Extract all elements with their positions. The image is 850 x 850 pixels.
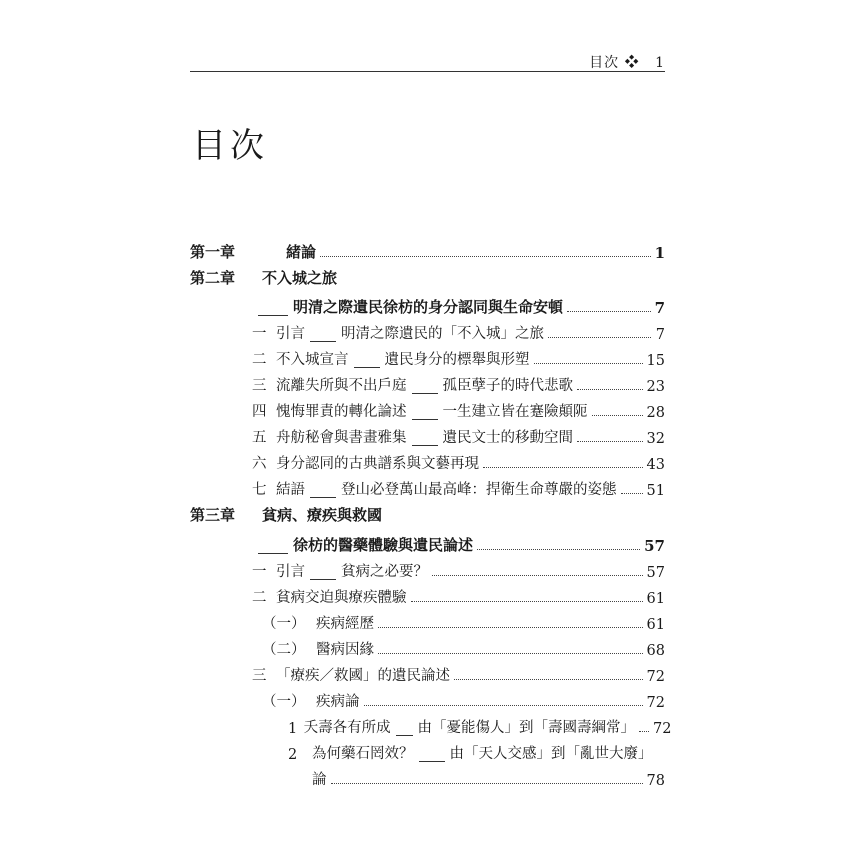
toc-entry-page-number: 7 [654, 299, 665, 317]
toc-entry [190, 262, 665, 288]
toc-entry-page-number: 28 [646, 405, 665, 421]
toc-entry-number: 四 [252, 404, 267, 420]
toc-entry-subtitle: 由「天人交感」到「亂世大廢」 [449, 746, 653, 762]
toc-entry-page-number: 51 [646, 483, 665, 499]
dot-leader [534, 363, 643, 364]
toc-entry [190, 555, 665, 581]
toc-entry-number: （二） [262, 642, 306, 658]
em-dash-rule [419, 761, 445, 762]
toc-entry [190, 473, 665, 499]
toc-entry-number: 一 [252, 564, 267, 580]
toc-entry-title: 引言 [276, 326, 305, 342]
toc-entry [190, 447, 665, 473]
toc-entry-subtitle: 貧病之必要？ [341, 564, 428, 580]
toc-entry-page-number: 72 [646, 695, 665, 711]
toc-entry-title: 不入城宣言 [276, 352, 349, 368]
toc-entry-subtitle: 一生建立皆在蹇險顛阨 [442, 404, 588, 420]
dot-leader [378, 653, 643, 654]
dot-leader [378, 627, 643, 628]
toc-entry-subtitle: 明清之際遺民的「不入城」之旅 [341, 326, 544, 342]
toc-entry-title: 愧悔罪責的轉化論述 [276, 404, 407, 420]
em-dash-rule [310, 341, 336, 342]
toc-entry-page-number: 57 [646, 565, 665, 581]
dot-leader [454, 679, 643, 680]
dot-leader [548, 337, 651, 338]
toc-entry-number: （一） [262, 616, 306, 632]
toc-entry-subtitle: 遺民文士的移動空間 [442, 430, 573, 446]
em-dash-rule [258, 553, 288, 554]
running-header-title: 目次 [589, 55, 620, 71]
toc-entry-page-number: 57 [644, 537, 665, 555]
toc-entry-number: 二 [252, 590, 267, 606]
running-header [190, 52, 665, 72]
toc-entry [190, 711, 672, 737]
toc-entry-number: 1 [288, 721, 298, 737]
toc-entry-title: 貧病交迫與療疾體驗 [276, 590, 407, 606]
toc-entry-title: 疾病論 [316, 694, 360, 710]
toc-entry [190, 369, 665, 395]
dot-leader [567, 311, 651, 312]
toc-entry-title: 不入城之旅 [262, 269, 338, 287]
toc-entry [190, 633, 665, 659]
toc-entry-title: 論 [312, 772, 327, 788]
toc-entry-title: 流離失所與不出戶庭 [276, 378, 407, 394]
toc-entry-page-number: 1 [654, 244, 665, 262]
toc-entry [190, 737, 665, 763]
page-title: 目次 [192, 126, 268, 166]
em-dash-rule [412, 393, 438, 394]
toc-entry-title: 貧病、療疾與救國 [262, 506, 383, 524]
diamond-ornament-icon: ❖ [624, 55, 640, 71]
toc-entry-subtitle: 登山必登萬山最高峰：捍衛生命尊嚴的姿態 [341, 482, 617, 498]
toc-entry-number: 一 [252, 326, 267, 342]
toc-entry-page-number: 32 [646, 431, 665, 447]
em-dash-rule [354, 367, 380, 368]
toc-entry [190, 685, 665, 711]
dot-leader [577, 441, 643, 442]
em-dash-rule [412, 419, 438, 420]
em-dash-rule [310, 497, 336, 498]
toc-entry-number: 三 [252, 378, 267, 394]
toc-entry [190, 607, 665, 633]
em-dash-rule [412, 445, 438, 446]
toc-entry [190, 236, 665, 262]
toc-entry-number: 五 [252, 430, 267, 446]
toc-entry-number: 第三章 [190, 506, 236, 524]
toc-entry-title: 夭壽各有所成 [303, 720, 391, 736]
toc-entry-title: 舟舫秘會與書畫雅集 [276, 430, 407, 446]
toc-entry [190, 499, 665, 525]
toc-entry-title: 明清之際遺民徐枋的身分認同與生命安頓 [293, 298, 564, 316]
toc-entry-title: 醫病因緣 [316, 642, 374, 658]
toc-entry-number: 七 [252, 482, 267, 498]
toc-entry [190, 395, 665, 421]
toc-entry [190, 421, 665, 447]
dot-leader [477, 549, 640, 550]
toc-entry [190, 343, 665, 369]
toc-entry-page-number: 68 [646, 643, 665, 659]
toc-entry-page-number: 7 [655, 327, 665, 343]
toc-entry-title: 身分認同的古典譜系與文藝再現 [276, 456, 479, 472]
em-dash-rule [258, 315, 288, 316]
toc-entry [190, 581, 665, 607]
toc-entry-title: 徐枋的醫藥體驗與遺民論述 [293, 536, 474, 554]
toc-entry-title: 疾病經歷 [316, 616, 374, 632]
em-dash-rule [396, 735, 413, 736]
toc-entry-page-number: 43 [646, 457, 665, 473]
dot-leader [592, 415, 643, 416]
toc-entry-number: （一） [262, 694, 306, 710]
dot-leader [577, 389, 643, 390]
toc-entry-page-number: 72 [653, 721, 672, 737]
toc-entry-title: 緒論 [286, 243, 317, 261]
toc-entry-title: 「療疾／救國」的遺民論述 [276, 668, 450, 684]
toc-entry-number: 第二章 [190, 269, 236, 287]
em-dash-rule [310, 579, 336, 580]
toc-entry-number: 2 [288, 747, 298, 763]
toc-entry-page-number: 15 [646, 353, 665, 369]
running-header-text [589, 52, 665, 72]
toc-entry [190, 659, 665, 685]
dot-leader [432, 575, 643, 576]
toc-entry-number: 二 [252, 352, 267, 368]
dot-leader [621, 493, 643, 494]
toc-entry-page-number: 78 [646, 773, 665, 789]
toc-entry-number: 六 [252, 456, 267, 472]
dot-leader [331, 783, 643, 784]
toc-entry-number: 第一章 [190, 243, 236, 261]
toc-entry-subtitle: 孤臣孽子的時代悲歌 [442, 378, 573, 394]
header-rule [190, 71, 665, 72]
toc-entry-title: 引言 [276, 564, 305, 580]
toc-entry-title: 為何藥石罔效？ [312, 746, 414, 762]
toc-entry-page-number: 23 [646, 379, 665, 395]
toc-entry-number: 三 [252, 668, 267, 684]
toc-entry-page-number: 61 [646, 591, 665, 607]
toc-entry-title: 結語 [276, 482, 305, 498]
dot-leader [411, 601, 643, 602]
dot-leader [483, 467, 643, 468]
toc-entry-page-number: 61 [646, 617, 665, 633]
toc-entry [190, 763, 665, 789]
toc-entry-subtitle: 由「憂能傷人」到「壽國壽綱常」 [417, 720, 636, 736]
dot-leader [364, 705, 643, 706]
dot-leader [639, 731, 649, 732]
toc-entry [190, 317, 665, 343]
toc-entry [190, 529, 665, 555]
header-page-number: 1 [655, 55, 665, 71]
toc-entry-page-number: 72 [646, 669, 665, 685]
dot-leader [320, 256, 651, 257]
toc-entry [190, 291, 665, 317]
toc-entry-subtitle: 遺民身分的標舉與形塑 [384, 352, 530, 368]
